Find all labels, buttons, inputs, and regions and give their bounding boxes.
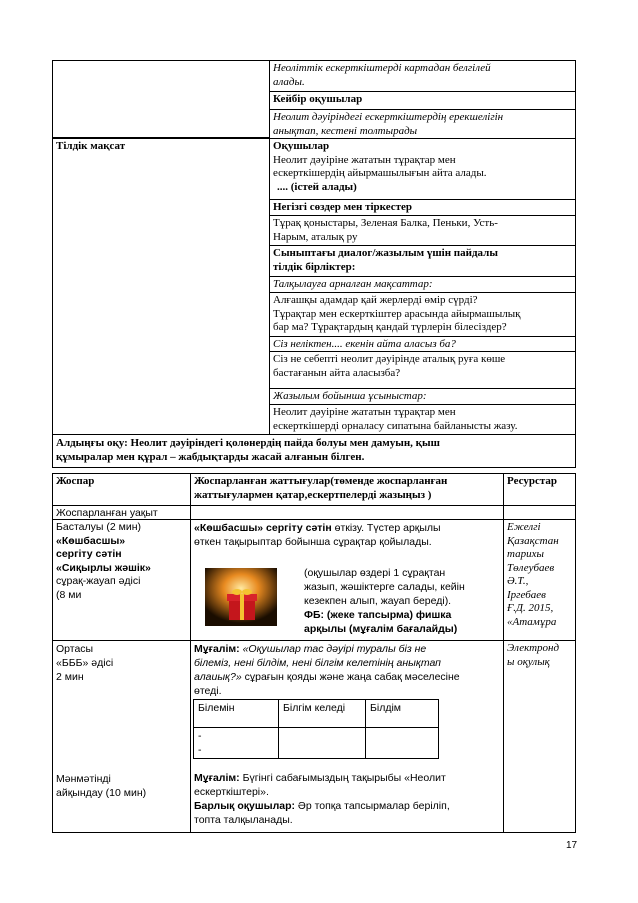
planned-time-col2 [190,505,504,520]
text-line: сергіту сәтін [56,548,122,560]
text-line: Жоспарланған уақыт [56,507,158,519]
text-line: Ежелгі [507,521,541,533]
text-line: Ә.Т., [507,575,529,587]
text-line: ескерткіштері». [194,786,269,798]
text-line: Негізгі сөздер мен тіркестер [273,201,413,213]
text-line: бастағанын айта аласызба? [273,366,401,379]
text-line: Неолит дәуіріндегі ескерткіштердің ерекшелігін [273,111,504,123]
text-line: анықтап, кестені толтырады [273,124,418,137]
outcome-map-cell [269,60,576,92]
text-line: «Атамұра [507,615,557,628]
text-line: өткен тақырыптар бойынша сұрақтар қойылады. [194,536,432,548]
text-line: арқылы (мұғалім бағалайды) [304,623,458,635]
dialogue-units-heading [269,245,576,277]
text-line: Жоспар [56,475,95,487]
text-line: Мәнмәтінді [56,773,111,785]
text-line: Мұғалім: [194,772,240,784]
can-you-say-heading [269,336,576,352]
text-line: «Көшбасшы» [56,534,126,547]
discussion-goals-heading [269,276,576,293]
text-line: 2 мин [56,671,84,683]
text-line: Бүгінгі сабағымыздың тақырыбы «Неолит [239,772,446,784]
text-line: «Көшбасшы» сергіту сәтін [194,522,332,534]
text-line: (оқушылар өздері 1 сұрақтан [304,567,446,579]
text-line: құмыралар мен құрал – жабдықтарды жасай алғанын білген. [56,450,365,463]
text-line: айқындау (10 мин) [56,787,147,799]
text-line: «БББ» әдісі [56,657,114,669]
text-line: Қазақстан [507,534,559,547]
text-line: алаиық?» [194,671,242,683]
text-line: Алдыңғы оқу: Неолит дәуіріндегі қолөнердің пайда болуы мен дамуын, қыш [56,437,440,449]
text-line: топта талқыланады. [194,814,293,826]
some-students-cell [269,91,576,110]
text-line: тарихы [507,548,544,560]
text-line: .... (істей алады) [277,180,357,193]
text-line: кезекпен алып, жауап береді). [304,595,452,607]
text-line: сұрағын қояды және жаңа сабақ мәселесіне [241,671,460,683]
text-line: Алғашқы адамдар қай жерлерді өмір сүрді? [273,294,478,306]
text-line: білеміз, нені білдім, нені білгім келетінің анықтап [194,657,441,669]
text-line: Кейбір оқушылар [273,93,363,105]
text-line: Сіз неліктен.... екенін айта аласыз ба? [273,338,456,350]
text-line: Жоспарланған жаттығулар(төменде жоспарланған [194,475,448,487]
text-line: Барлық оқушылар: [194,800,295,812]
prior-learning-cell [52,434,576,468]
writing-suggestions-heading [269,388,576,405]
key-words-cell [269,215,576,246]
text-line: Басталуы (2 мин) [56,521,141,533]
text-line: Төлеубаев [507,561,555,574]
writing-suggestions-cell [269,404,576,435]
text-line: ескерткішерді орналасу сипатына байланысты жазу. [273,419,518,432]
plan-header-col1 [52,473,191,506]
plan-header-col3 [503,473,576,506]
text-line: - [198,744,202,756]
text-line: Неолит дәуіріне жататын тұрақтар мен [273,406,456,418]
planned-time-cell [52,505,191,520]
text-line: өткізу. Түстер арқылы [331,522,441,534]
text-line: Ортасы [56,643,94,655]
page-number: 17 [566,840,578,851]
middle-activity-cell [190,640,504,833]
can-you-say-cell [269,351,576,389]
text-line: Нарым, аталық ру [273,230,358,243]
text-line: Электронд [507,642,560,654]
middle-resources-cell [503,640,576,833]
text-line: ы оқулық [507,655,550,668]
key-words-heading [269,199,576,216]
text-line: Оқушылар [273,140,330,152]
start-stage-cell [52,519,191,641]
text-line: Тұрақтар мен ескерткіштер арасында айырмашылық [273,307,521,320]
middle-stage-cell [52,640,191,833]
text-line: Әр топқа тапсырмалар беріліп, [295,800,450,812]
text-line: ФБ: (жеке тапсырма) фишка [304,609,452,621]
kwl-know-cell [194,728,279,759]
kwl-table [193,699,439,759]
kwl-want-cell [279,728,366,759]
text-line: Мұғалім: [194,643,240,655]
left-cell-top [52,60,270,138]
kwl-know-header: Білемін [194,700,279,728]
text-line: өтеді. [194,685,222,697]
discussion-questions-cell [269,292,576,337]
text-line: (8 ми [56,588,82,601]
magic-box-gift-image [205,568,277,626]
text-line: Тілдік мақсат [56,140,126,152]
planned-time-col3 [503,505,576,520]
text-line: «Оқушылар тас дәуірі туралы біз не [239,643,427,655]
text-line: «Сиқырлы жәшік» [56,561,151,574]
text-line: Талқылауға арналған мақсаттар: [273,278,433,290]
kwl-want-header: Білгім келеді [279,700,366,728]
text-line: жаттығулармен қатар,ескертпелерді жазыңыз ) [194,488,432,501]
lang-students-cell [269,138,576,200]
text-line: - [198,730,202,742]
text-line: Сыныптағы диалог/жазылым үшін пайдалы [273,247,498,259]
text-line: Неоліттік ескерткіштерді картадан белгілей [273,62,491,74]
start-resources-cell [503,519,576,641]
language-objective-label [52,138,270,435]
text-line: Іргебаев [507,588,546,601]
text-line: Ғ.Д. 2015, [507,602,554,614]
text-line: Сіз не себепті неолит дәуірінде аталық руға көше [273,353,506,365]
kwl-learned-header: Білдім [366,700,439,728]
kwl-learned-cell [366,728,439,759]
text-line: алады. [273,75,305,88]
text-line: сұрақ-жауап әдісі [56,575,141,587]
start-activity-cell [190,519,504,641]
text-line: ескерткішердің айырмашылығын айта алады. [273,167,487,179]
text-line: тілдік бірліктер: [273,260,356,273]
text-line: бар ма? Тұрақтардың қандай түрлерін білесіздер? [273,321,507,333]
outcome-features-cell [269,109,576,139]
text-line: Неолит дәуіріне жататын тұрақтар мен [273,153,456,166]
text-line: Тұрақ қоныстары, Зеленая Балка, Пеньки, Усть- [273,217,498,229]
text-line: жазып, жәшіктерге салады, кейін [304,581,465,593]
plan-header-col2 [190,473,504,506]
text-line: Ресурстар [507,475,557,487]
text-line: Жазылым бойынша ұсыныстар: [273,390,427,402]
